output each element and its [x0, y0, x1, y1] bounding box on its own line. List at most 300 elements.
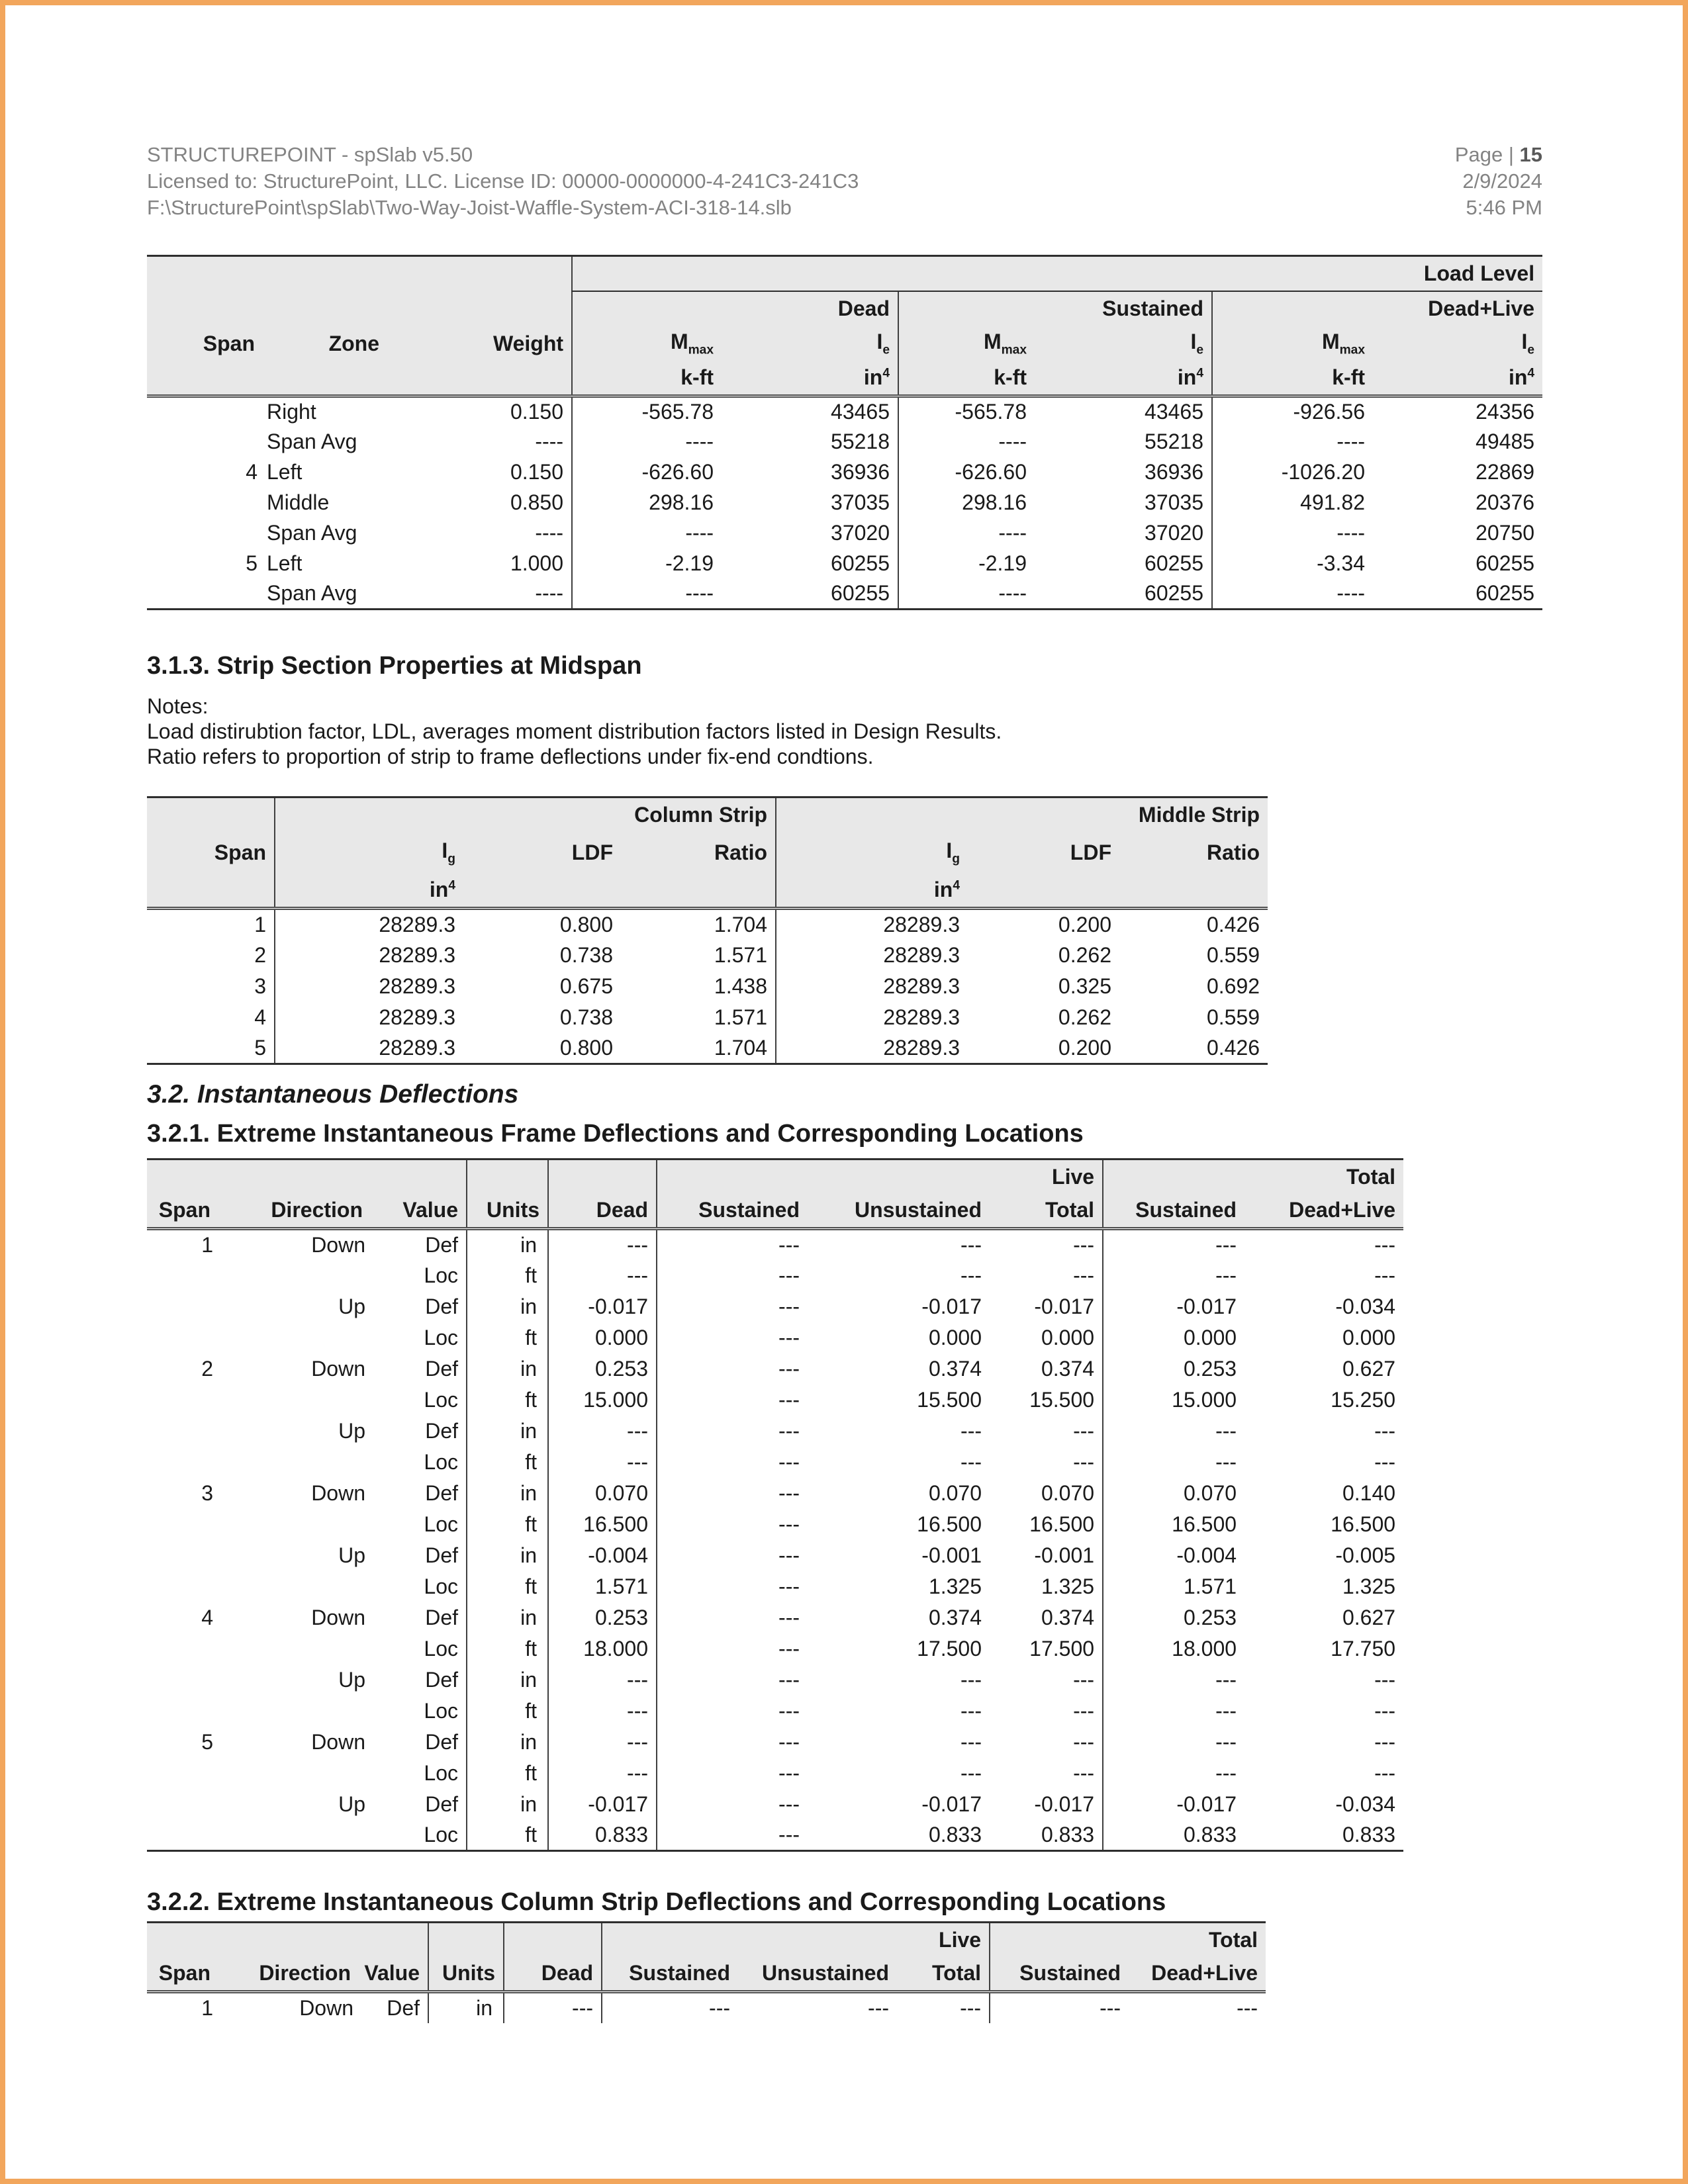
table-row: [147, 1353, 1403, 1385]
table-cell: ---: [961, 1263, 982, 1287]
table-cell: 43465: [1145, 400, 1204, 424]
table-cell: 60255: [1476, 551, 1535, 575]
table-cell: -626.60: [898, 457, 1035, 488]
table-cell: ----: [1212, 427, 1373, 457]
table-cell: ----: [1212, 579, 1373, 610]
table-cell: 5: [201, 1729, 213, 1754]
table-cell: 0.738: [559, 942, 613, 967]
table-cell: Def: [425, 1356, 459, 1381]
table-cell: 0.150: [510, 460, 564, 484]
table-cell: [147, 579, 263, 610]
table-cell: 28289.3: [776, 971, 968, 1002]
table-cell: ---: [1103, 1416, 1244, 1447]
table-cell: 0.000: [1342, 1325, 1396, 1349]
table-cell: Up: [338, 1792, 365, 1816]
table-cell: Def: [387, 1995, 420, 2020]
table-cell: 0.833: [1342, 1822, 1396, 1846]
table-cell: ---: [548, 1229, 657, 1260]
table-cell: 0.833: [548, 1820, 657, 1851]
table-cell: [147, 1416, 218, 1447]
table-cell: -565.78: [898, 396, 1035, 427]
col-header-units: Units: [467, 1194, 548, 1229]
col-header-span: Span: [147, 1194, 218, 1229]
table-cell: 1: [254, 912, 266, 936]
table-cell: 49485: [1476, 430, 1535, 453]
table-cell: 298.16: [898, 488, 1035, 518]
table-cell: [147, 1540, 218, 1571]
table-row: [147, 1002, 1268, 1033]
table-cell: [218, 1385, 371, 1416]
table-cell: ---: [657, 1602, 808, 1633]
table-cell: 1.704: [714, 912, 767, 936]
table-cell: 4: [254, 1005, 266, 1029]
table-cell: 0.253: [1103, 1602, 1244, 1633]
frame-deflections-table-header: [147, 1160, 1403, 1229]
table-cell: ---: [961, 1729, 982, 1754]
table-cell: 0.200: [1058, 1035, 1111, 1060]
table-cell: 0.374: [1041, 1356, 1095, 1381]
table-cell: 0.850: [510, 490, 564, 514]
table-cell: -0.017: [1103, 1291, 1244, 1322]
col-header-total: Total: [897, 1957, 990, 1992]
col-header-units: Units: [428, 1957, 504, 1992]
table-cell: ---: [657, 1291, 808, 1322]
table-cell: ---: [1374, 1418, 1396, 1443]
col-header-dead: Dead: [548, 1194, 657, 1229]
unit-in4: $in^4$: [1035, 361, 1212, 396]
table-cell: ---: [1073, 1449, 1095, 1474]
column-strip-deflections-table-body: [147, 1992, 1266, 2023]
col-header-span: Span: [147, 1957, 218, 1992]
col-header-sustained: Sustained: [657, 1194, 808, 1229]
table-cell: ft: [467, 1820, 548, 1851]
col-header-value: Value: [359, 1957, 428, 1992]
col-header-direction: Direction: [218, 1957, 359, 1992]
table-cell: 28289.3: [275, 971, 463, 1002]
table-cell: 0.253: [548, 1602, 657, 1633]
table-cell: Def: [425, 1294, 459, 1318]
table-cell: 0.070: [1103, 1478, 1244, 1509]
table-cell: [218, 1571, 371, 1602]
table-cell: 60255: [1145, 551, 1204, 575]
table-cell: ---: [1237, 1995, 1258, 2020]
table-cell: 17.500: [1029, 1636, 1095, 1661]
empty-header-cell: [467, 1160, 548, 1194]
section-title-313: 3.1.3. Strip Section Properties at Midspan: [147, 652, 642, 680]
table-cell: [147, 396, 263, 427]
group-header-live: Live: [602, 1923, 990, 1957]
empty-header-cell: [147, 874, 275, 909]
table-cell: ---: [1374, 1760, 1396, 1785]
col-header-direction: Direction: [218, 1194, 371, 1229]
table-cell: [147, 1820, 218, 1851]
table-cell: 0.262: [1058, 942, 1111, 967]
table-cell: 55218: [1145, 430, 1204, 453]
table-cell: -0.004: [1103, 1540, 1244, 1571]
table-cell: ---: [657, 1696, 808, 1727]
strip-section-table-header: [147, 797, 1268, 909]
table-cell: 0.000: [928, 1325, 982, 1349]
table-cell: in: [467, 1540, 548, 1571]
table-cell: [147, 1789, 218, 1820]
table-cell: ----: [572, 427, 722, 457]
table-cell: ft: [467, 1571, 548, 1602]
table-cell: Left: [267, 551, 303, 575]
col-header-zone: Zone: [263, 326, 387, 361]
table-cell: ft: [467, 1758, 548, 1789]
load-level-group-title: Load Level: [572, 256, 1542, 291]
col-header-sustained: Sustained: [990, 1957, 1129, 1992]
table-cell: Loc: [424, 1760, 459, 1785]
table-cell: [147, 1385, 218, 1416]
table-cell: ft: [467, 1696, 548, 1727]
table-cell: 0.559: [1206, 1005, 1260, 1029]
report-header-right: [1455, 142, 1542, 221]
table-cell: 0.253: [1103, 1353, 1244, 1385]
col-header-dead-live: Dead+Live: [1129, 1957, 1266, 1992]
table-cell: [218, 1509, 371, 1540]
table-cell: 36936: [831, 460, 890, 484]
table-cell: 37035: [1145, 490, 1204, 514]
table-cell: [218, 1260, 371, 1291]
table-cell: Span Avg: [267, 521, 357, 545]
empty-header-cell: [621, 874, 776, 909]
table-row: [147, 1385, 1403, 1416]
table-cell: 60255: [831, 551, 890, 575]
table-cell: ----: [572, 579, 722, 610]
notes-block: [147, 694, 1002, 769]
col-header-ratio: Ratio: [1119, 833, 1268, 874]
col-header-total: Total: [990, 1194, 1103, 1229]
table-cell: 28289.3: [275, 1002, 463, 1033]
table-cell: Def: [425, 1232, 459, 1257]
table-cell: 28289.3: [776, 1002, 968, 1033]
table-cell: ---: [1103, 1727, 1244, 1758]
col-header-ie: $I_e$: [1373, 326, 1542, 361]
table-cell: 43465: [831, 400, 890, 424]
empty-header-cell: [548, 1160, 657, 1194]
table-cell: 0.000: [1041, 1325, 1095, 1349]
section-title-321: 3.2.1. Extreme Instantaneous Frame Deflections and Corresponding Locations: [147, 1120, 1084, 1148]
table-row: [147, 1291, 1403, 1322]
table-cell: 15.000: [1103, 1385, 1244, 1416]
table-row: [147, 1602, 1403, 1633]
table-cell: -0.017: [1034, 1294, 1095, 1318]
empty-header-cell: [428, 1923, 504, 1957]
table-cell: ---: [1374, 1263, 1396, 1287]
table-cell: 37035: [831, 490, 890, 514]
table-cell: 28289.3: [275, 909, 463, 940]
table-cell: 0.374: [928, 1356, 982, 1381]
group-header-total: Total: [1103, 1160, 1403, 1194]
table-cell: [147, 427, 263, 457]
table-cell: ---: [990, 1992, 1129, 2023]
table-cell: ---: [657, 1664, 808, 1696]
table-cell: ---: [961, 1449, 982, 1474]
table-cell: ---: [961, 1698, 982, 1723]
table-cell: -0.017: [548, 1789, 657, 1820]
unit-in4: $in^4$: [1373, 361, 1542, 396]
table-cell: 4: [246, 460, 258, 484]
table-cell: Loc: [424, 1325, 459, 1349]
table-row: [147, 1033, 1268, 1064]
table-cell: 37020: [1145, 521, 1204, 545]
table-row: [147, 1260, 1403, 1291]
table-cell: 15.500: [917, 1387, 982, 1412]
table-cell: ---: [548, 1727, 657, 1758]
table-cell: ft: [467, 1260, 548, 1291]
empty-header-cell: [147, 361, 572, 396]
group-header-sustained: Sustained: [898, 291, 1212, 326]
table-cell: -0.034: [1335, 1294, 1396, 1318]
table-cell: 1.571: [714, 942, 767, 967]
table-cell: ---: [548, 1696, 657, 1727]
frame-deflections-table-body: [147, 1229, 1403, 1851]
table-cell: 0.426: [1206, 912, 1260, 936]
table-cell: Down: [311, 1605, 365, 1629]
table-cell: -0.017: [548, 1291, 657, 1322]
table-cell: 0.150: [510, 400, 564, 424]
table-cell: 20376: [1476, 490, 1535, 514]
table-cell: -0.017: [1034, 1792, 1095, 1816]
col-header-ie: $I_e$: [1035, 326, 1212, 361]
table-cell: -0.017: [1103, 1789, 1244, 1820]
table-cell: Down: [311, 1356, 365, 1381]
table-cell: [147, 1322, 218, 1353]
table-cell: -626.60: [572, 457, 722, 488]
table-cell: Loc: [424, 1387, 459, 1412]
table-row: [147, 1416, 1403, 1447]
table-cell: 3: [254, 974, 266, 998]
table-cell: Down: [311, 1480, 365, 1505]
table-cell: ---: [657, 1385, 808, 1416]
col-header-unsustained: Unsustained: [738, 1957, 897, 1992]
table-cell: [218, 1322, 371, 1353]
table-cell: 0.325: [1058, 974, 1111, 998]
col-header-span: Span: [147, 833, 275, 874]
table-row: [147, 1696, 1403, 1727]
table-cell: ft: [467, 1385, 548, 1416]
table-cell: 0.800: [559, 1035, 613, 1060]
unit-in4: $in^4$: [776, 874, 968, 909]
column-strip-deflections-table: [147, 1921, 1266, 2023]
table-cell: [147, 1509, 218, 1540]
table-cell: -926.56: [1212, 396, 1373, 427]
table-cell: 1.571: [1103, 1571, 1244, 1602]
table-cell: Def: [425, 1418, 459, 1443]
table-cell: 16.500: [548, 1509, 657, 1540]
table-row: [147, 1509, 1403, 1540]
table-cell: -0.001: [1034, 1543, 1095, 1567]
table-cell: 0.000: [1103, 1322, 1244, 1353]
table-cell: 0.070: [1041, 1480, 1095, 1505]
table-cell: in: [467, 1229, 548, 1260]
table-cell: [218, 1633, 371, 1664]
table-cell: ---: [1073, 1232, 1095, 1257]
table-cell: [147, 1571, 218, 1602]
note-line: Load distirubtion factor, LDL, averages moment distribution factors listed in Design Results.: [147, 719, 1002, 743]
table-cell: 16.500: [1103, 1509, 1244, 1540]
frame-deflections-table: [147, 1158, 1403, 1852]
table-cell: [147, 1260, 218, 1291]
table-cell: Up: [338, 1294, 365, 1318]
table-cell: 17.750: [1331, 1636, 1396, 1661]
group-header-column-strip: Column Strip: [275, 797, 776, 833]
empty-header-cell: [968, 874, 1119, 909]
table-cell: [147, 1633, 218, 1664]
col-header-ldf: LDF: [968, 833, 1119, 874]
table-cell: -565.78: [572, 396, 722, 427]
table-cell: ---: [657, 1509, 808, 1540]
table-cell: ---: [1103, 1696, 1244, 1727]
table-cell: 17.500: [917, 1636, 982, 1661]
table-row: [147, 1540, 1403, 1571]
table-row: [147, 1571, 1403, 1602]
table-cell: ---: [657, 1727, 808, 1758]
table-cell: ---: [657, 1789, 808, 1820]
table-cell: 37020: [831, 521, 890, 545]
table-cell: 0.627: [1342, 1605, 1396, 1629]
table-cell: 20750: [1476, 521, 1535, 545]
table-cell: ---: [657, 1416, 808, 1447]
table-row: [147, 488, 1542, 518]
table-cell: 28289.3: [776, 940, 968, 971]
table-cell: -0.034: [1335, 1792, 1396, 1816]
table-cell: Loc: [424, 1822, 459, 1846]
table-cell: 5: [254, 1035, 266, 1060]
table-cell: 0.200: [1058, 912, 1111, 936]
table-cell: Loc: [424, 1574, 459, 1598]
table-cell: ---: [657, 1478, 808, 1509]
table-cell: Middle: [267, 490, 330, 514]
table-cell: ---: [602, 1992, 738, 2023]
table-cell: 0.692: [1206, 974, 1260, 998]
page-number: 15: [1519, 143, 1542, 166]
table-cell: ---: [1374, 1698, 1396, 1723]
table-cell: Def: [425, 1729, 459, 1754]
strip-section-table: [147, 796, 1268, 1065]
empty-header-cell: [147, 1923, 428, 1957]
load-level-table-header: [147, 256, 1542, 396]
table-cell: [147, 1291, 218, 1322]
table-cell: 0.374: [928, 1605, 982, 1629]
table-cell: ---: [1103, 1447, 1244, 1478]
table-cell: ----: [898, 579, 1035, 610]
table-cell: ---: [657, 1260, 808, 1291]
report-date: 2/9/2024: [1462, 169, 1542, 193]
table-cell: 28289.3: [275, 1033, 463, 1064]
col-header-mmax: $M_{max}$: [572, 326, 722, 361]
unit-kft: k-ft: [898, 361, 1035, 396]
table-cell: Span Avg: [267, 430, 357, 453]
group-header-live: Live: [657, 1160, 1103, 1194]
table-cell: in: [467, 1789, 548, 1820]
table-cell: [147, 1664, 218, 1696]
table-row: [147, 1664, 1403, 1696]
table-cell: 2: [201, 1356, 213, 1381]
table-cell: -2.19: [898, 549, 1035, 579]
table-cell: ft: [467, 1322, 548, 1353]
table-cell: in: [467, 1727, 548, 1758]
strip-section-table-body: [147, 909, 1268, 1064]
license-line: Licensed to: StructurePoint, LLC. License ID: 00000-0000000-4-241C3-241C3: [147, 169, 859, 193]
col-header-ratio: Ratio: [621, 833, 776, 874]
table-cell: ---: [960, 1995, 982, 2020]
empty-header-cell: [504, 1923, 602, 1957]
table-cell: in: [467, 1416, 548, 1447]
table-cell: 0.833: [928, 1822, 982, 1846]
table-cell: Down: [311, 1232, 365, 1257]
table-cell: 1: [201, 1995, 213, 2020]
table-cell: 24356: [1476, 400, 1535, 424]
table-row: [147, 909, 1268, 940]
table-cell: [147, 488, 263, 518]
table-row: [147, 457, 1542, 488]
table-cell: in: [467, 1291, 548, 1322]
table-row: [147, 1633, 1403, 1664]
table-cell: 28289.3: [275, 940, 463, 971]
table-cell: 60255: [1145, 581, 1204, 606]
table-cell: ----: [898, 518, 1035, 549]
table-cell: ----: [535, 430, 564, 453]
col-header-dead-live: Dead+Live: [1244, 1194, 1403, 1229]
table-row: [147, 1322, 1403, 1353]
table-cell: Loc: [424, 1449, 459, 1474]
note-line: Ratio refers to proportion of strip to frame deflections under fix-end condtions.: [147, 745, 874, 768]
col-header-sustained: Sustained: [1103, 1194, 1244, 1229]
table-cell: 1: [201, 1232, 213, 1257]
unit-kft: k-ft: [1212, 361, 1373, 396]
table-cell: -0.017: [921, 1792, 982, 1816]
table-cell: Up: [338, 1543, 365, 1567]
table-cell: ---: [1073, 1729, 1095, 1754]
table-cell: ---: [961, 1232, 982, 1257]
table-cell: 16.500: [1331, 1512, 1396, 1536]
table-cell: ---: [657, 1353, 808, 1385]
table-cell: ---: [548, 1664, 657, 1696]
table-cell: ---: [657, 1758, 808, 1789]
table-cell: 0.253: [548, 1353, 657, 1385]
table-cell: -3.34: [1212, 549, 1373, 579]
table-cell: ---: [548, 1447, 657, 1478]
table-cell: ---: [548, 1260, 657, 1291]
table-cell: [147, 1758, 218, 1789]
table-row: [147, 1229, 1403, 1260]
load-level-table: [147, 255, 1542, 610]
table-cell: [147, 518, 263, 549]
table-cell: Loc: [424, 1698, 459, 1723]
table-cell: -0.001: [921, 1543, 982, 1567]
table-cell: ----: [535, 581, 564, 606]
table-cell: Down: [299, 1995, 353, 2020]
table-cell: -2.19: [572, 549, 722, 579]
col-header-dead: Dead: [504, 1957, 602, 1992]
table-cell: 3: [201, 1480, 213, 1505]
table-cell: 0.738: [559, 1005, 613, 1029]
unit-in4: $in^4$: [722, 361, 898, 396]
table-cell: ft: [467, 1633, 548, 1664]
table-cell: ft: [467, 1509, 548, 1540]
table-cell: 18.000: [548, 1633, 657, 1664]
table-cell: ---: [657, 1322, 808, 1353]
table-cell: Def: [425, 1605, 459, 1629]
table-cell: ---: [1073, 1263, 1095, 1287]
table-cell: 0.559: [1206, 942, 1260, 967]
empty-header-cell: [147, 291, 572, 326]
table-cell: 0.140: [1342, 1480, 1396, 1505]
table-cell: 15.000: [548, 1385, 657, 1416]
table-cell: 60255: [1476, 581, 1535, 606]
